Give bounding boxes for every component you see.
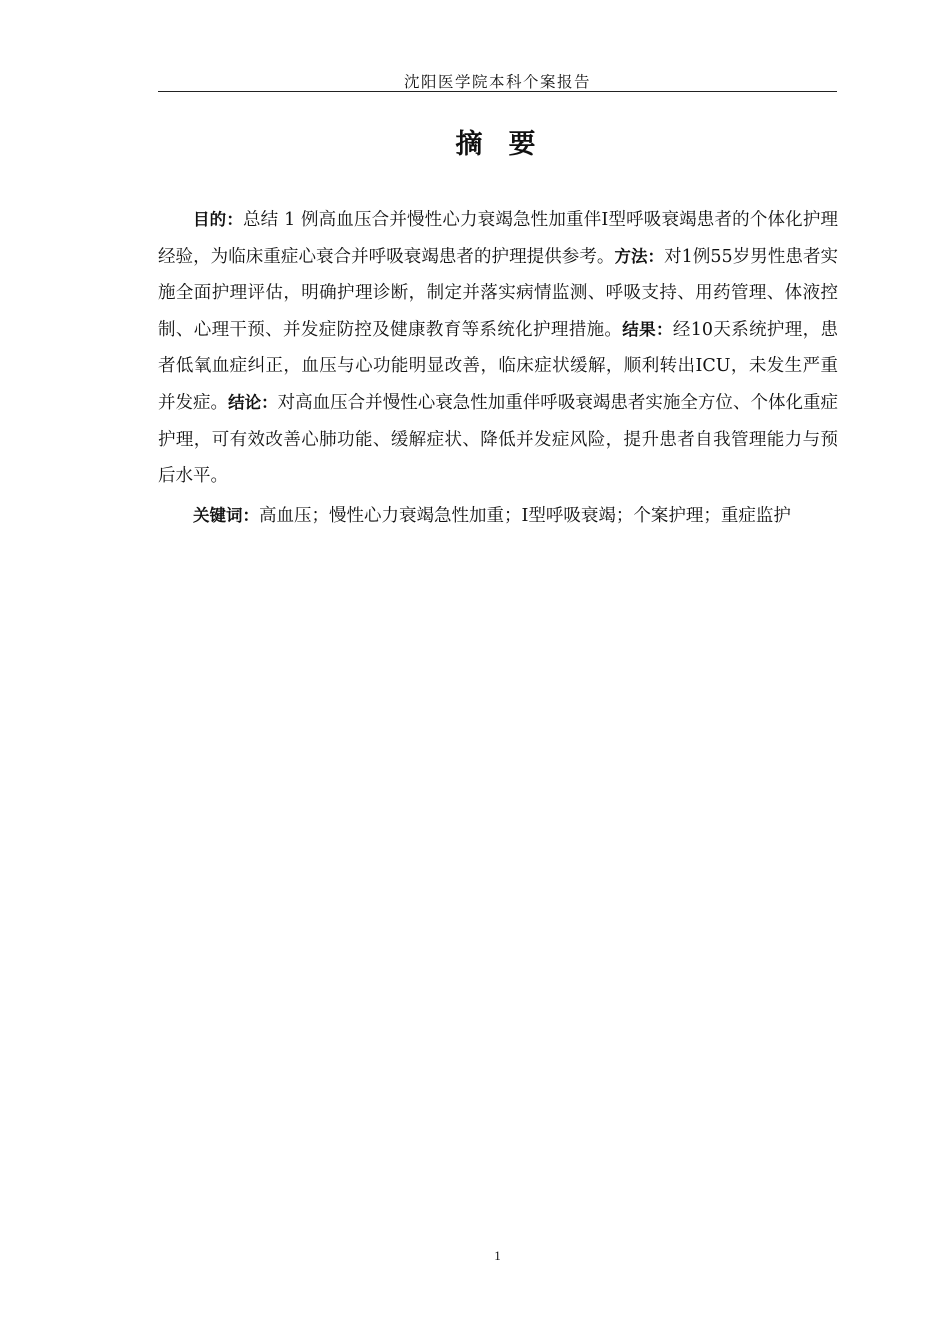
- objective-label: 目的：: [193, 210, 244, 229]
- objective-text: 总结 1 例高血压合并慢性心力衰竭急性加重伴Ⅰ型呼吸衰竭患者的个体化护理经验，为临床重症心衰合并呼吸衰竭患者的护理提供参考。: [158, 210, 839, 267]
- method-label: 方法：: [614, 246, 665, 266]
- method-text: 对1例55岁男性患者实施全面护理评估，明确护理诊断，制定并落实病情监测、呼吸支持、用药管理、体液控制、心理干预、并发症防控及健康教育等系统化护理措施。: [158, 246, 839, 340]
- result-label: 结果：: [622, 319, 673, 339]
- conclusion-text: 对高血压合并慢性心衰急性加重伴呼吸衰竭患者实施全方位、个体化重症护理，可有效改善心肺功能、缓解症状、降低并发症风险，提升患者自我管理能力与预后水平。: [158, 392, 839, 487]
- page-number: 1: [494, 1248, 501, 1263]
- keywords-text: 高血压；慢性心力衰竭急性加重；Ⅰ型呼吸衰竭；个案护理；重症监护: [259, 506, 791, 526]
- header-divider: [158, 91, 837, 92]
- abstract-heading: [158, 122, 837, 161]
- conclusion-label: 结论：: [228, 392, 278, 412]
- keywords-paragraph: [158, 498, 838, 535]
- abstract-paragraph: [158, 202, 838, 495]
- abstract-heading-char-1: 摘: [455, 129, 487, 160]
- result-text: 经10天系统护理，患者低氧血症纠正，血压与心功能明显改善，临床症状缓解，顺利转出ICU，未发生严重并发症。: [158, 319, 839, 413]
- abstract-heading-char-2: 要: [508, 129, 540, 160]
- page-header-title: 沈阳医学院本科个案报告: [403, 73, 591, 91]
- keywords-label: 关键词：: [193, 506, 259, 525]
